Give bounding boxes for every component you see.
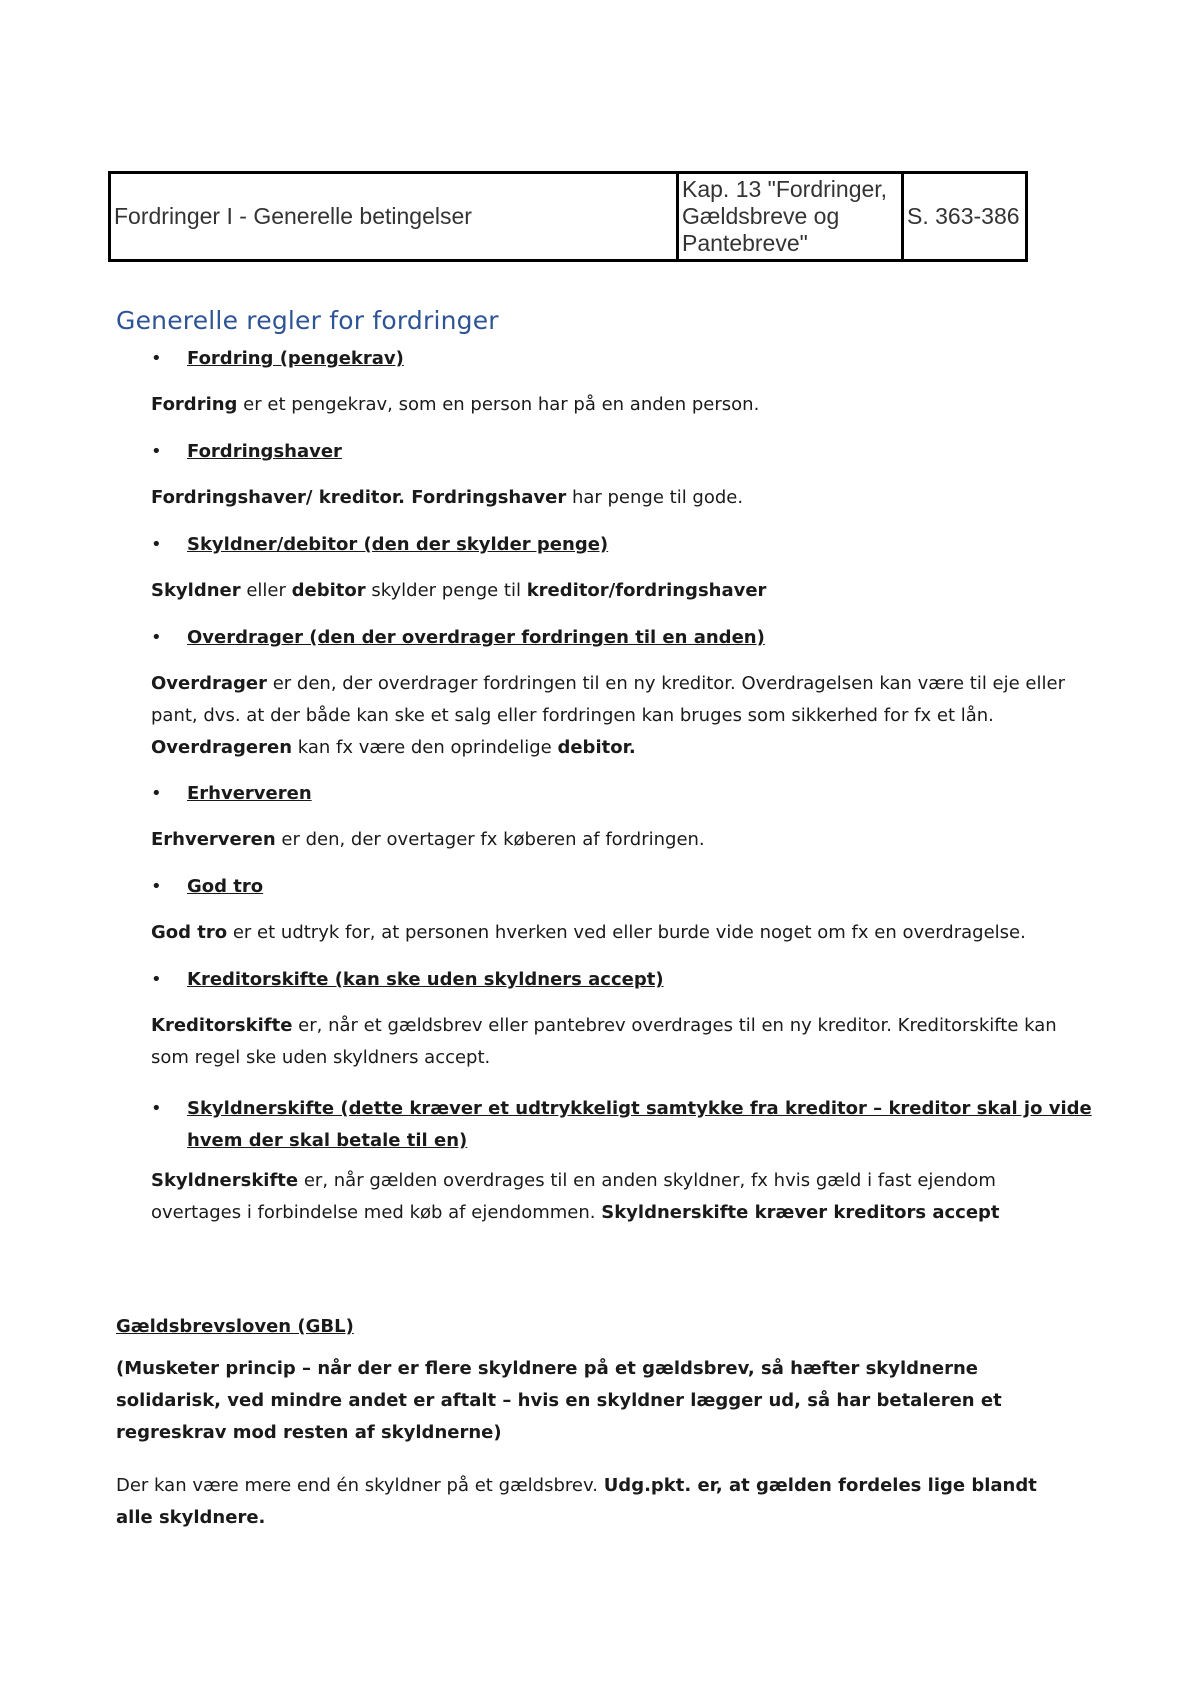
gbl-heading: Gældsbrevsloven (GBL) — [116, 1316, 354, 1337]
definition-run: Skyldner — [151, 580, 241, 601]
bullet-dot-icon: • — [151, 783, 162, 804]
section-title: Generelle regler for fordringer — [116, 306, 499, 335]
bullet-item — [151, 627, 765, 649]
definition-paragraph — [151, 482, 1081, 514]
definition-run: er den, der overtager fx køberen af fordringen. — [275, 829, 705, 850]
bullet-item — [151, 441, 342, 463]
definition-paragraph — [151, 389, 1081, 421]
header-pages-cell: S. 363-386 — [903, 173, 1027, 261]
bullet-dot-icon: • — [151, 348, 162, 369]
definition-run: debitor. — [557, 737, 636, 758]
bullet-term: Erhververen — [187, 783, 312, 804]
bullet-item — [151, 534, 608, 556]
definition-paragraph — [151, 917, 1081, 949]
bullet-term: Fordringshaver — [187, 441, 342, 462]
bullet-dot-icon: • — [151, 627, 162, 648]
definition-run: Fordring — [151, 394, 238, 415]
definition-run: Skyldnerskifte — [151, 1170, 299, 1191]
definition-run: er, når gælden overdrages til en anden skyldner, fx hvis gæld i fast ejendom overtages i forbindelse med køb af ejendommen. — [151, 1170, 996, 1223]
definition-run: debitor — [291, 580, 366, 601]
bullet-item — [151, 876, 263, 898]
definition-run: kan fx være den oprindelige — [292, 737, 558, 758]
bullet-term: Skyldnerskifte (dette kræver et udtrykkeligt samtykke fra kreditor – kreditor skal jo vide hvem der skal betale til en) — [187, 1098, 1092, 1151]
definition-run: Overdrageren — [151, 737, 293, 758]
bullet-term: Fordring (pengekrav) — [187, 348, 404, 369]
definition-run: eller — [240, 580, 292, 601]
bullet-term: Skyldner/debitor (den der skylder penge) — [187, 534, 609, 555]
definition-paragraph — [151, 824, 1081, 856]
definition-run: Skyldnerskifte kræver kreditors accept — [601, 1202, 1000, 1223]
gbl-paragraph — [116, 1470, 1046, 1534]
definition-paragraph — [151, 575, 1081, 607]
definition-run: har penge til gode. — [566, 487, 744, 508]
gbl-run: Udg.pkt. er, at gælden fordeles lige blandt alle skyldnere. — [116, 1475, 1037, 1528]
gbl-note: (Musketer princip – når der er flere skyldnere på et gældsbrev, så hæfter skyldnerne solidarisk, ved mindre andet er aftalt – hvis en skyldner lægger ud, så har betaleren et regreskrav mod resten af skyldnerne) — [116, 1358, 1002, 1443]
gbl-run: Der kan være mere end én skyldner på et gældsbrev. — [116, 1475, 604, 1496]
bullet-item — [151, 783, 312, 805]
bullet-item — [151, 1093, 1101, 1157]
definition-run: Kreditorskifte — [151, 1015, 293, 1036]
definition-run: er den, der overdrager fordringen til en ny kreditor. Overdragelsen kan være til eje eller pant, dvs. at der både kan ske et salg eller fordringen kan bruges som sikkerhed for fx et lån. — [151, 673, 1065, 726]
bullet-dot-icon: • — [151, 534, 162, 555]
bullet-term: God tro — [187, 876, 264, 897]
definition-paragraph — [151, 668, 1081, 764]
definition-run: Fordringshaver/ kreditor. Fordringshaver — [151, 487, 567, 508]
definition-run: God tro — [151, 922, 228, 943]
definition-run: er, når et gældsbrev eller pantebrev overdrages til en ny kreditor. Kreditorskifte kan som regel ske uden skyldners accept. — [151, 1015, 1057, 1068]
definition-run: kreditor/fordringshaver — [526, 580, 767, 601]
header-chapter-cell: Kap. 13 "Fordringer, Gældsbreve og Pantebreve" — [678, 173, 903, 261]
bullet-dot-icon: • — [151, 1098, 162, 1119]
definition-run: Erhververen — [151, 829, 276, 850]
bullet-dot-icon: • — [151, 876, 162, 897]
definition-paragraph — [151, 1010, 1081, 1074]
bullet-dot-icon: • — [151, 441, 162, 462]
header-title-cell: Fordringer I - Generelle betingelser — [110, 173, 678, 261]
definition-run: skylder penge til — [365, 580, 527, 601]
bullet-term: Overdrager (den der overdrager fordringen til en anden) — [187, 627, 765, 648]
definition-paragraph — [151, 1165, 1081, 1229]
bullet-term: Kreditorskifte (kan ske uden skyldners accept) — [187, 969, 664, 990]
header-table — [108, 171, 1028, 262]
bullet-item — [151, 348, 404, 370]
definition-run: Overdrager — [151, 673, 267, 694]
bullet-dot-icon: • — [151, 969, 162, 990]
definition-run: er et udtryk for, at personen hverken ved eller burde vide noget om fx en overdragelse. — [227, 922, 1026, 943]
definition-run: er et pengekrav, som en person har på en anden person. — [237, 394, 760, 415]
bullet-item — [151, 969, 664, 991]
